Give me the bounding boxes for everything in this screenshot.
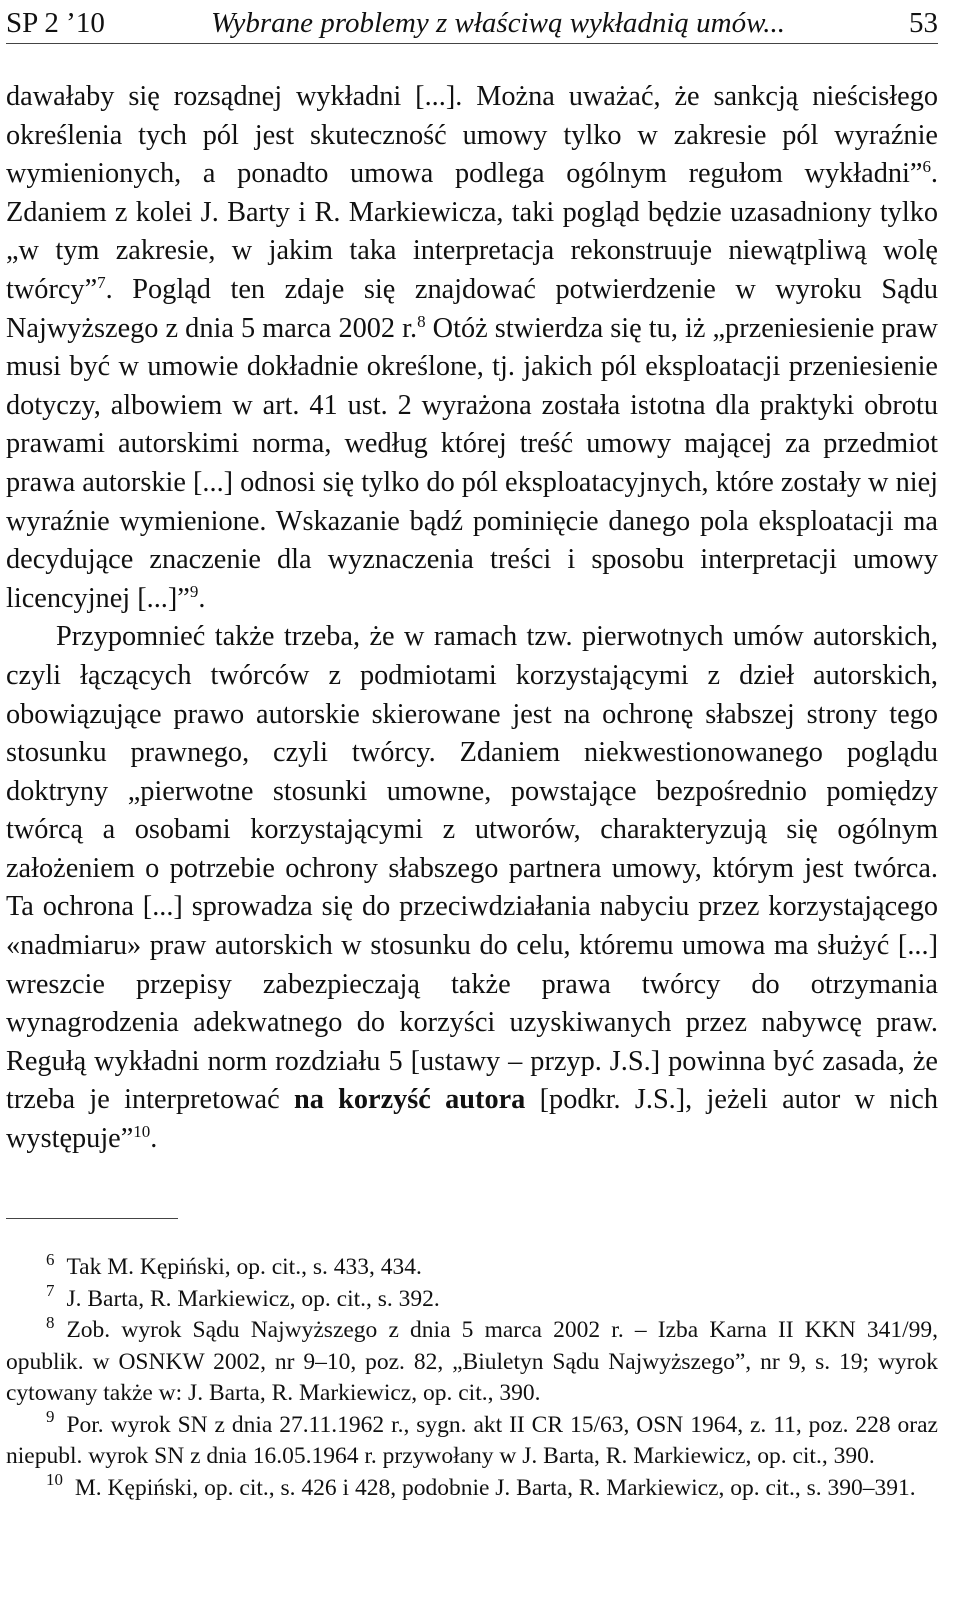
text-run: [podkr. J.S.], jeżeli autor w nich występuje”: [6, 1084, 938, 1155]
text-run: Otóż stwierdza się tu, iż „przeniesienie praw musi być w umowie dokładnie określone, tj. jakich pól eksploatacji przeniesienie dotyczy, albowiem w art. 41 ust. 2 wyrażona została istotna dla praktyki obrotu prawami autorskimi norma, według której treść umowy mającej za przedmiot prawa autorskie [...] odnosi się tylko do pól eksploatacyjnych, które zostały w niej wyraźnie wymienione. Wskazanie bądź pominięcie danego pola eksploatacji ma decydujące znaczenie dla wyznaczenia treści i sposobu interpretacji umowy licencyjnej [...]”: [6, 312, 939, 614]
footnote-ref-9[interactable]: 9: [189, 581, 199, 601]
footnote-10: [6, 1470, 938, 1505]
footnote-text: Tak M. Kępiński, op. cit., s. 433, 434.: [66, 1254, 422, 1280]
footnote-8: [6, 1312, 938, 1410]
footnote-text: Por. wyrok SN z dnia 27.11.1962 r., sygn. akt II CR 15/63, OSN 1964, z. 11, poz. 228 oraz niepubl. wyrok SN z dnia 16.05.1964 r. przywołany w J. Barta, R. Markiewicz, op. cit., 390.: [6, 1411, 938, 1469]
footnote-separator: [6, 1218, 178, 1219]
footnote-text: J. Barta, R. Markiewicz, op. cit., s. 392.: [66, 1285, 440, 1312]
footnote-9: [6, 1407, 938, 1473]
footnote-number: 9: [46, 1407, 55, 1427]
footnote-number: 10: [46, 1470, 63, 1490]
text-run: . Zdaniem z kolei J. Barty i R. Markiewicza, taki pogląd będzie uzasadniony tylko „w tym zakresie, w jakim taka interpretacja rekonstruuje niewątpliwą wolę twórcy”: [6, 158, 938, 305]
text-run: dawałaby się rozsądnej wykładni [...]. Można uważać, że sankcją nieścisłego określenia tych pól jest skuteczność umowy tylko w zakresie pól wyraźnie wymienionych, a ponadto umowa podlega ogólnym regułom wykładni”: [6, 81, 938, 190]
footnote-ref-7[interactable]: 7: [97, 272, 106, 292]
footnote-7: [6, 1281, 938, 1316]
text-run: .: [198, 582, 206, 614]
footnote-text: Zob. wyrok Sądu Najwyższego z dnia 5 marca 2002 r. – Izba Karna II KKN 341/99, opublik. w OSNKW 2002, nr 9–10, poz. 82, „Biuletyn Sądu Najwyższego”, nr 9, s. 19; wyrok cytowany także w: J. Barta, R. Markiewicz, op. cit., 390.: [6, 1317, 938, 1406]
main-text: [6, 78, 938, 1159]
paragraph-1: [6, 78, 938, 618]
text-run: . Pogląd ten zdaje się znajdować potwierdzenie w wyroku Sądu Najwyższego z dnia 5 marca 2002 r.: [6, 273, 938, 344]
emphasis-bold: na korzyść autora: [293, 1084, 526, 1116]
footnote-number: 8: [46, 1312, 55, 1332]
running-header: [6, 4, 938, 42]
text-run: Przypomnieć także trzeba, że w ramach tzw. pierwotnych umów autorskich, czyli łączących twórców z podmiotami korzystającymi z dzieł autorskich, obowiązujące prawo autorskie skierowane jest na ochronę słabszej strony tego stosunku prawnego, czyli twórcy. Zdaniem niekwestionowanego poglądu doktryny „pierwotne stosunki umowne, powstające bezpośrednio pomiędzy twórcą a osobami korzystającymi z utworów, charakteryzują się ogólnym założeniem o potrzebie ochrony słabszego partnera umowy, którym jest twórca. Ta ochrona [...] sprowadza się do przeciwdziałania nabyciu przez korzystającego «nadmiaru» praw autorskich w stosunku do celu, któremu umowa ma służyć [...] wreszcie przepisy zabezpieczają także prawa twórcy do otrzymania wynagrodzenia adekwatnego do korzyści uzyskiwanych przez nabywcę praw. Regułą wykładni norm rozdziału 5 [ustawy – przyp. J.S.] powinna być zasada, że trzeba je interpretować: [6, 621, 938, 1116]
footnotes: [6, 1249, 938, 1504]
footnote-ref-8[interactable]: 8: [417, 311, 426, 331]
footnote-6: [6, 1249, 938, 1284]
footnote-number: 7: [46, 1281, 55, 1301]
journal-issue: SP 2 ’10: [6, 7, 105, 39]
footnote-number: 6: [46, 1249, 55, 1269]
paragraph-2: [6, 618, 938, 1158]
footnote-text: M. Kępiński, op. cit., s. 426 i 428, podobnie J. Barta, R. Markiewicz, op. cit., s. 390–391.: [74, 1474, 916, 1501]
text-run: .: [150, 1123, 158, 1155]
header-rule: [6, 43, 938, 44]
footnote-ref-10[interactable]: 10: [133, 1121, 151, 1141]
footnote-ref-6[interactable]: 6: [922, 157, 931, 176]
page-number: 53: [909, 7, 938, 39]
running-title: Wybrane problemy z właściwą wykładnią umów...: [211, 7, 786, 39]
